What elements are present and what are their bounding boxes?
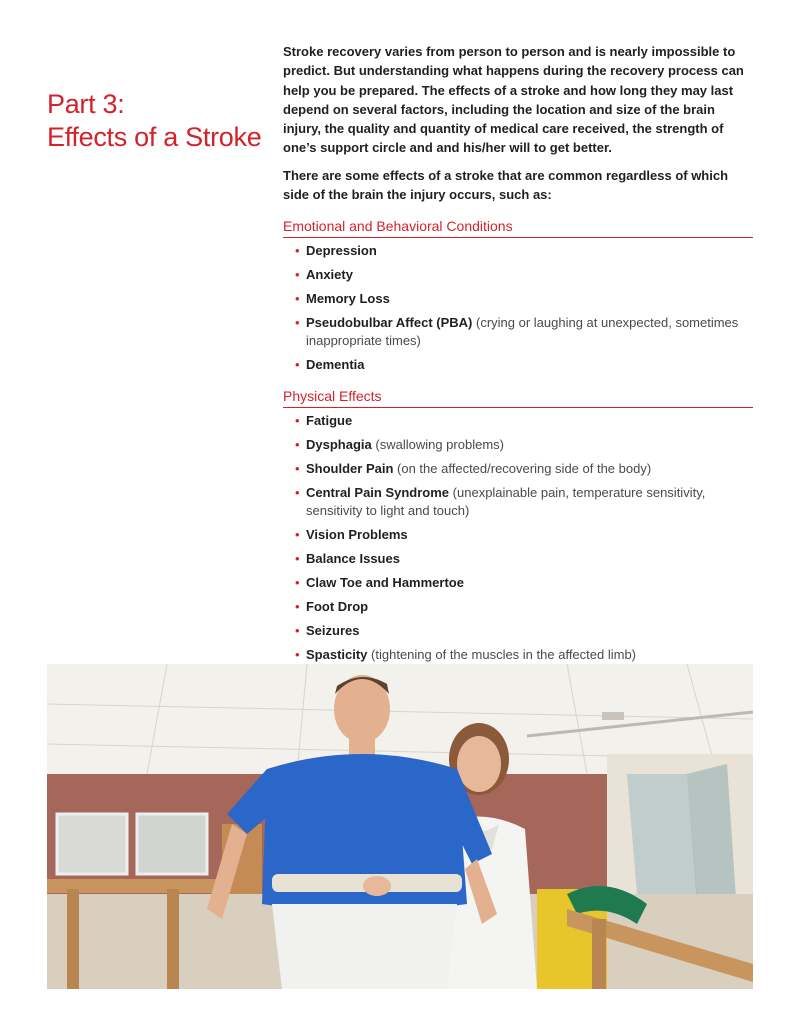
item-term: Dementia: [306, 357, 365, 373]
list-item: [295, 436, 753, 454]
emotional-list: [283, 242, 753, 374]
list-item: [295, 460, 753, 478]
page-title: [47, 88, 267, 154]
item-term: Depression: [306, 243, 377, 259]
bullet-icon: •: [295, 647, 300, 663]
rehab-photo-illustration: [47, 664, 753, 989]
page-title-line1: Part 3:: [47, 89, 125, 119]
section-physical: [283, 387, 753, 664]
list-item: [295, 484, 753, 520]
list-item: [295, 314, 753, 350]
item-term: Seizures: [306, 623, 360, 639]
list-item: [295, 550, 753, 568]
item-term: Memory Loss: [306, 291, 390, 307]
list-item: [295, 574, 753, 592]
bullet-icon: •: [295, 461, 300, 477]
item-note: (tightening of the muscles in the affected limb): [371, 647, 637, 663]
bullet-icon: •: [295, 437, 300, 453]
list-item: [295, 526, 753, 544]
physical-list: [283, 412, 753, 664]
bullet-icon: •: [295, 485, 300, 501]
bullet-icon: •: [295, 527, 300, 543]
intro-paragraph-1: Stroke recovery varies from person to person and is nearly impossible to predict. But understanding what happens during the recovery process can help you be prepared. The effects of a stroke and how long they may last depend on several factors, including the location and size of the brain injury, the quality and quantity of medical care received, the strength of one’s support circle and and his/her will to get better.: [283, 44, 744, 156]
list-item: [295, 356, 753, 374]
rehab-photo: [47, 664, 753, 989]
item-term: Dysphagia: [306, 437, 372, 453]
bullet-icon: •: [295, 575, 300, 591]
list-item: [295, 598, 753, 616]
item-term: Fatigue: [306, 413, 353, 429]
section-heading-physical: Physical Effects: [283, 387, 753, 408]
bullet-icon: •: [295, 413, 300, 429]
list-item: [295, 646, 753, 664]
item-term: Spasticity: [306, 647, 368, 663]
item-term: Balance Issues: [306, 551, 400, 567]
item-term: Anxiety: [306, 267, 353, 283]
item-term: Claw Toe and Hammertoe: [306, 575, 464, 591]
bullet-icon: •: [295, 243, 300, 259]
section-heading-emotional: Emotional and Behavioral Conditions: [283, 217, 753, 238]
bullet-icon: •: [295, 315, 300, 331]
list-item: [295, 412, 753, 430]
item-term: Foot Drop: [306, 599, 369, 615]
bullet-icon: •: [295, 291, 300, 307]
list-item: [295, 290, 753, 308]
page-title-line2: Effects of a Stroke: [47, 122, 262, 152]
bullet-icon: •: [295, 551, 300, 567]
list-item: [295, 622, 753, 640]
list-item: [295, 242, 753, 260]
bullet-icon: •: [295, 267, 300, 283]
intro-paragraph-2: There are some effects of a stroke that are common regardless of which side of the brain the injury occurs, such as:: [283, 167, 729, 203]
item-term: Shoulder Pain: [306, 461, 394, 477]
main-content: [283, 42, 753, 670]
section-emotional: [283, 217, 753, 374]
list-item: [295, 266, 753, 284]
item-note: (crying or laughing at unexpected, sometimes inappropriate times): [306, 315, 739, 349]
item-term: Central Pain Syndrome: [306, 485, 450, 501]
bullet-icon: •: [295, 599, 300, 615]
item-term: Vision Problems: [306, 527, 408, 543]
item-term: Pseudobulbar Affect (PBA): [306, 315, 473, 331]
item-note: (unexplainable pain, temperature sensitivity, sensitivity to light and touch): [306, 485, 706, 519]
bullet-icon: •: [295, 623, 300, 639]
bullet-icon: •: [295, 357, 300, 373]
item-note: (on the affected/recovering side of the body): [397, 461, 652, 477]
item-note: (swallowing problems): [375, 437, 504, 453]
